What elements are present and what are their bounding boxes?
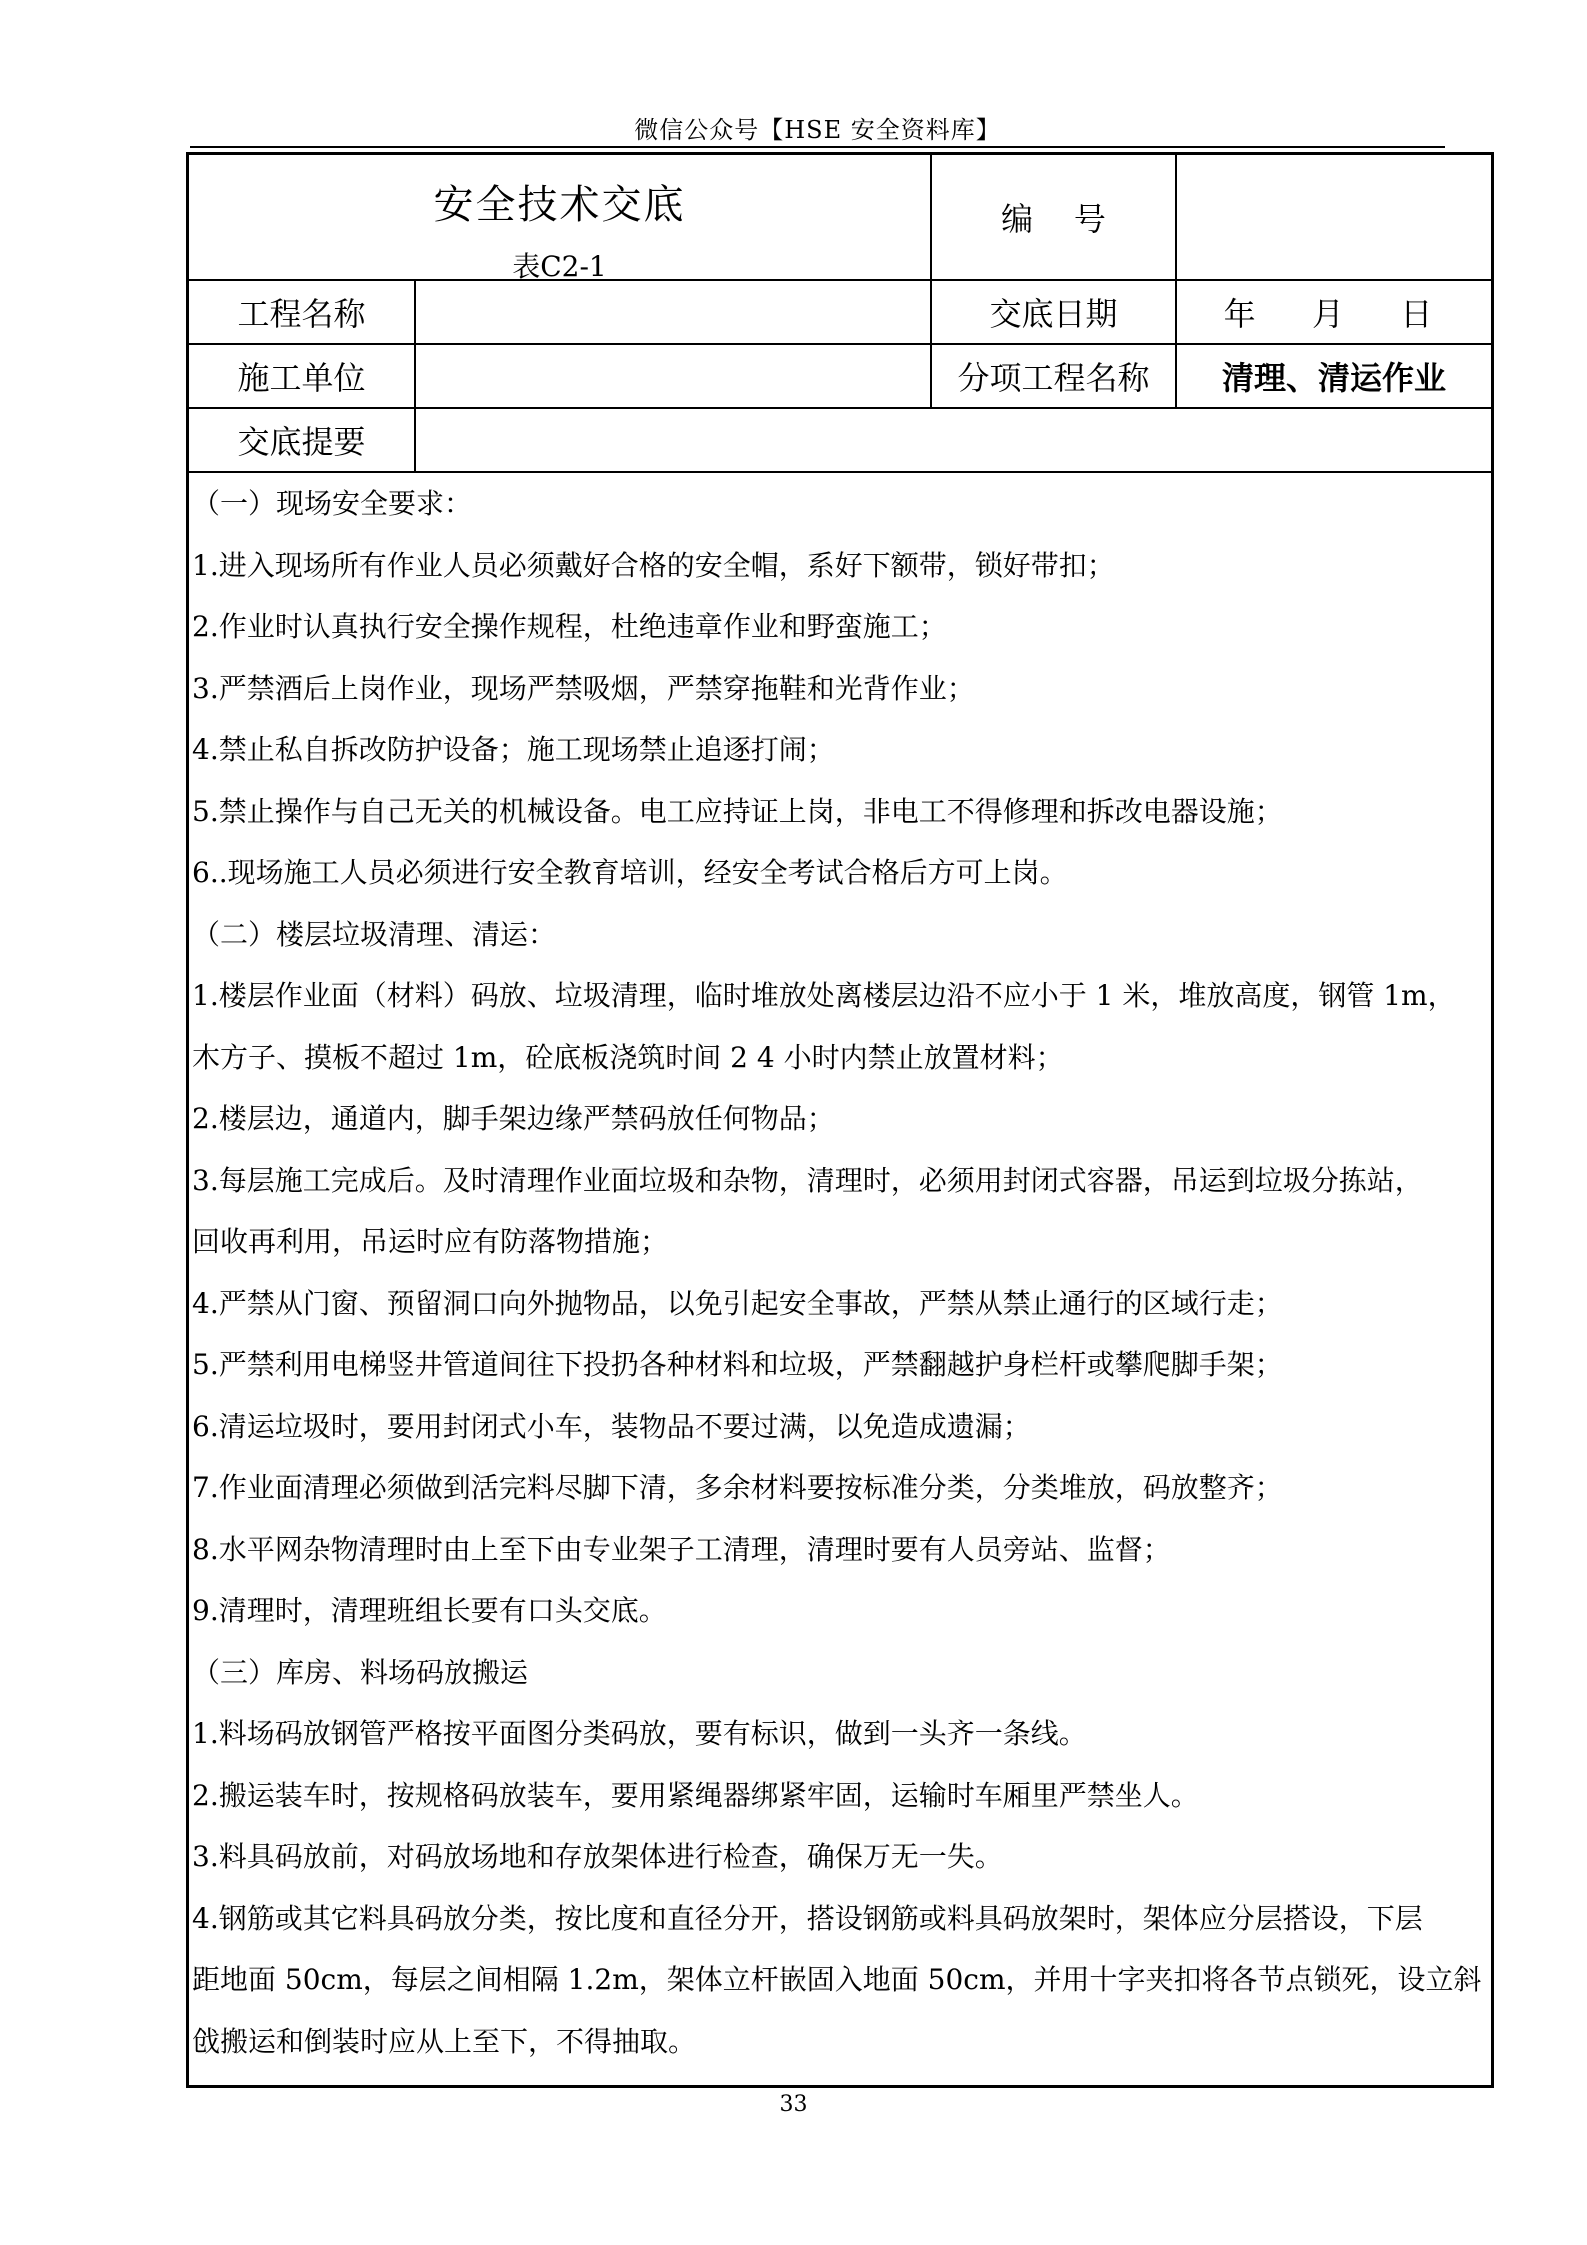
content-line: 6.清运垃圾时，要用封闭式小车，装物品不要过满，以免造成遗漏； — [192, 1409, 1031, 1443]
content-line: 6..现场施工人员必须进行安全教育培训，经安全考试合格后方可上岗。 — [192, 856, 1068, 889]
content-line: 1.料场码放钢管严格按平面图分类码放，要有标识，做到一头齐一条线。 — [192, 1717, 1087, 1750]
unit-label: 施工单位 — [189, 344, 415, 408]
content-line: 7.作业面清理必须做到活完料尽脚下清，多余材料要按标准分类，分类堆放，码放整齐； — [192, 1471, 1283, 1504]
content-line: 9.清理时，清理班组长要有口头交底。 — [192, 1594, 667, 1627]
content-line: 2.楼层边，通道内，脚手架边缘严禁码放任何物品； — [192, 1102, 835, 1135]
unit-value[interactable] — [415, 344, 931, 408]
content-line: 4.禁止私自拆改防护设备；施工现场禁止追逐打闹； — [192, 733, 835, 766]
number-value[interactable] — [1176, 155, 1491, 280]
content-line: 3.料具码放前，对码放场地和存放架体进行检查，确保万无一失。 — [192, 1840, 1003, 1873]
header-text: 微信公众号【HSE 安全资料库】 — [634, 116, 1001, 144]
content-line: 2.作业时认真执行安全操作规程，杜绝违章作业和野蛮施工； — [192, 610, 947, 643]
content-line: 1.进入现场所有作业人员必须戴好合格的安全帽，系好下额带，锁好带扣； — [192, 548, 1115, 582]
content-line: （三）库房、料场码放搬运 — [192, 1655, 529, 1689]
subproject-label: 分项工程名称 — [931, 344, 1176, 408]
content-line: 5.严禁利用电梯竖井管道间往下投扔各种材料和垃圾，严禁翻越护身栏杆或攀爬脚手架； — [192, 1348, 1283, 1381]
form-header-table — [189, 155, 1491, 473]
content-line: 回收再利用，吊运时应有防落物措施； — [192, 1225, 669, 1258]
content-line: 4.钢筋或其它料具码放分类，按比度和直径分开，搭设钢筋或料具码放架时，架体应分层搭设，下层 — [192, 1901, 1423, 1935]
content-line: 戗搬运和倒装时应从上至下，不得抽取。 — [192, 2024, 697, 2058]
content-line: 距地面 50cm，每层之间相隔 1.2m，架体立杆嵌固入地面 50cm，并用十字夹扣将各节点锁死，设立斜 — [192, 1963, 1482, 1996]
safety-briefing-form — [186, 152, 1494, 2088]
header-rule — [190, 146, 1445, 148]
content-line: （一）现场安全要求： — [192, 487, 473, 520]
content-line: （二）楼层垃圾清理、清运： — [192, 917, 557, 951]
summary-label: 交底提要 — [189, 408, 415, 472]
page-number: 33 — [779, 2092, 808, 2117]
title-cell — [189, 155, 931, 283]
briefing-content — [189, 473, 1491, 2072]
content-line: 4.严禁从门窗、预留洞口向外抛物品，以免引起安全事故，严禁从禁止通行的区域行走； — [192, 1286, 1283, 1320]
content-line: 1.楼层作业面（材料）码放、垃圾清理，临时堆放处离楼层边沿不应小于 1 米，堆放高度，钢管 1m， — [192, 979, 1456, 1012]
content-line: 3.严禁酒后上岗作业，现场严禁吸烟，严禁穿拖鞋和光背作业； — [192, 671, 975, 705]
number-label-cell — [931, 155, 1176, 280]
project-name-label: 工程名称 — [189, 280, 415, 344]
project-name-value[interactable] — [415, 280, 931, 344]
content-line: 木方子、摸板不超过 1m，砼底板浇筑时间 2 4 小时内禁止放置材料； — [192, 1040, 1064, 1074]
content-line: 3.每层施工完成后。及时清理作业面垃圾和杂物，清理时，必须用封闭式容器，吊运到垃圾分拣站， — [192, 1163, 1423, 1197]
form-title: 安全技术交底 — [433, 182, 686, 228]
date-value-text: 年 月 日 — [1223, 295, 1445, 333]
subproject-value: 清理、清运作业 — [1176, 344, 1491, 408]
number-label: 编 号 — [1001, 200, 1106, 238]
content-line: 5.禁止操作与自己无关的机械设备。电工应持证上岗，非电工不得修理和拆改电器设施； — [192, 794, 1283, 828]
date-label: 交底日期 — [931, 280, 1176, 344]
content-line: 2.搬运装车时，按规格码放装车，要用紧绳器绑紧牢固，运输时车厢里严禁坐人。 — [192, 1778, 1199, 1812]
summary-value[interactable] — [415, 408, 1491, 472]
content-line: 8.水平网杂物清理时由上至下由专业架子工清理，清理时要有人员旁站、监督； — [192, 1532, 1171, 1566]
form-code: 表C2-1 — [512, 250, 607, 283]
date-value[interactable] — [1176, 280, 1491, 344]
